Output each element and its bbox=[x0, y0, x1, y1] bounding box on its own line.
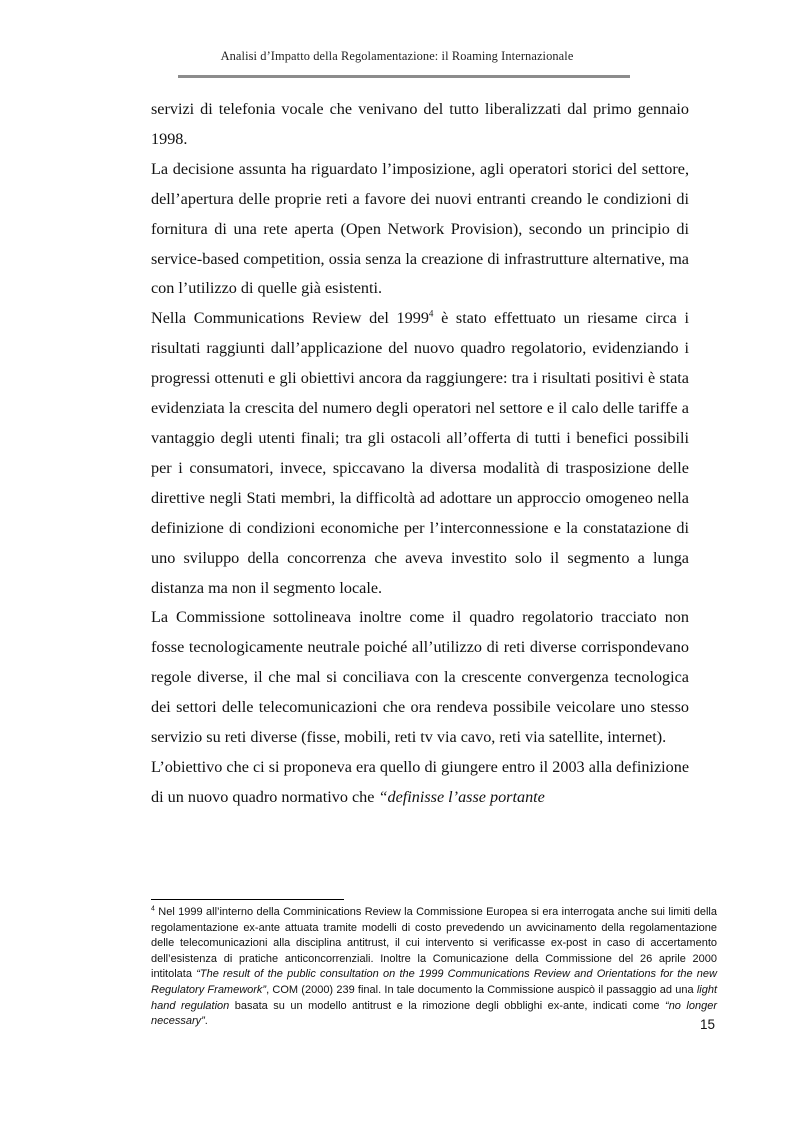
footnote-italic-term: light hand regulation bbox=[151, 983, 718, 1012]
footnote-separator bbox=[151, 899, 344, 900]
paragraph-4: La Commissione sottolineava inoltre come il quadro regolatorio tracciato non fosse tecnologicamente neutrale poiché all’utilizzo di reti diverse corrispondevano regole diverse, il che mal si conciliava con la crescente convergenza tecnologica dei settori delle telecomunicazioni che ora rendeva possibile veicolare uno stesso servizio su reti diverse (fisse, mobili, reti tv via cavo, reti via satellite, internet). bbox=[151, 608, 689, 747]
footnote-title-italic: “The result of the public consultation on the 1999 Communications Review and Orientations for the new Regulatory Framework” bbox=[151, 968, 717, 996]
footnote-reference[interactable]: 4 bbox=[428, 308, 434, 319]
footnote-4 bbox=[151, 905, 717, 1030]
footnote-number: 4 bbox=[151, 905, 155, 913]
paragraph-1: servizi di telefonia vocale che venivano del tutto liberalizzati dal primo gennaio 1998. bbox=[151, 100, 689, 148]
paragraph-5 bbox=[151, 753, 689, 813]
body-text bbox=[151, 95, 689, 813]
page-number: 15 bbox=[700, 1017, 716, 1032]
running-header: Analisi d’Impatto della Regolamentazione: il Roaming Internazionale bbox=[220, 49, 574, 63]
paragraph-2: La decisione assunta ha riguardato l’imposizione, agli operatori storici del settore, dell’apertura delle proprie reti a favore dei nuovi entranti creando le condizioni di fornitura di una rete aperta (Open Network Provision), secondo un principio di service-based competition, ossia senza la creazione di infrastrutture alternative, ma con l’utilizzo di quelle già esistenti. bbox=[151, 159, 689, 298]
header-rule bbox=[178, 75, 630, 78]
footnote-text-3: basata su un modello antitrust e la rimozione degli obblighi ex-ante, indicati come bbox=[229, 999, 666, 1012]
paragraph-3-text-a: Nella Communications Review del 1999 bbox=[151, 309, 429, 328]
footnote-text-1: Nel 1999 all’interno della Comminications Review la Commissione Europea si era interrogata anche sui limiti della regolamentazione ex-ante attuata tramite modelli di costo prevedendo un avvicinamento della regolamentazione delle telecomunicazioni alla disciplina antitrust, il cui intervento si verificasse ex-post in caso di accertamento dell’esistenza di pratiche anticoncorrenziali. Inoltre la Comunicazione della Commissione del 26 aprile 2000 intitolata bbox=[151, 906, 717, 981]
footnote-text-4: . bbox=[204, 1015, 208, 1028]
paragraph-5-text: L’obiettivo che ci si proponeva era quello di giungere entro il 2003 alla definizione di un nuovo quadro normativo che bbox=[151, 757, 689, 806]
footnote-text-2: , COM (2000) 239 final. In tale documento la Commissione auspicò il passaggio ad una bbox=[266, 983, 697, 996]
paragraph-5-quote: “definisse l’asse portante bbox=[378, 787, 545, 806]
paragraph-3 bbox=[151, 304, 689, 603]
paragraph-3-text-b: è stato effettuato un riesame circa i risultati raggiunti dall’applicazione del nuovo quadro regolatorio, evidenziando i progressi ottenuti e gli obiettivi ancora da raggiungere: tra i risultati positivi è stata evidenziata la crescita del numero degli operatori nel settore e il calo delle tariffe a vantaggio degli utenti finali; tra gli ostacoli all’offerta di tutti i benefici possibili per i consumatori, invece, spiccavano la diversa modalità di trasposizione delle direttive negli Stati membri, la difficoltà ad adottare un approccio omogeneo nella definizione di condizioni economiche per l’interconnessione e la constatazione di uno sviluppo della concorrenza che aveva investito solo il segmento a lunga distanza ma non il segmento locale. bbox=[151, 309, 689, 597]
footnote-italic-quote: “no longer necessary” bbox=[151, 999, 717, 1028]
